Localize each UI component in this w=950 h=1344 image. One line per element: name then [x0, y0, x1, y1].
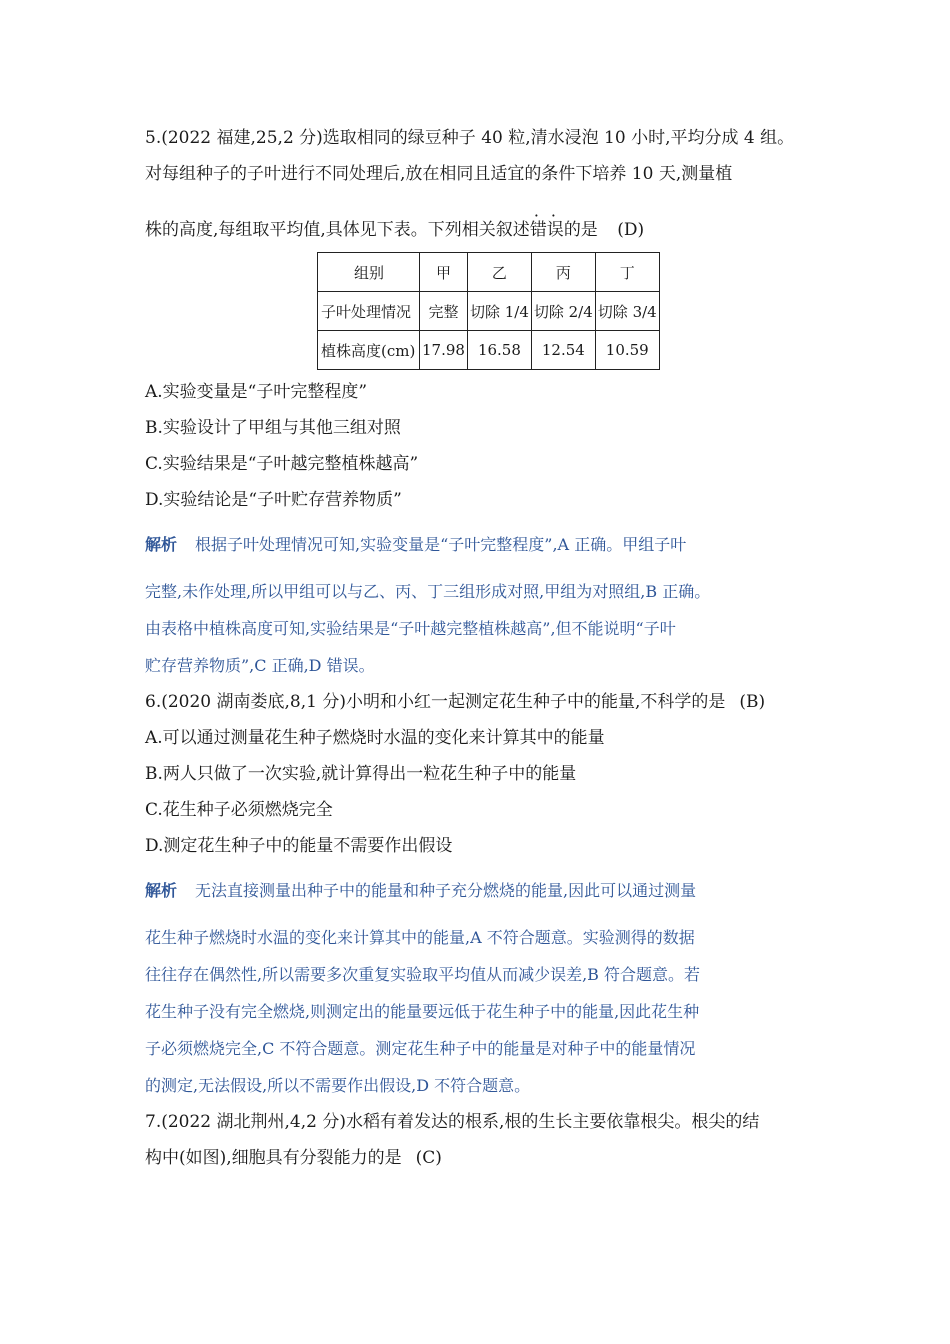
table-cell: 17.98: [420, 331, 468, 370]
data-table: [317, 252, 660, 370]
question-6-answer: (B): [739, 692, 766, 712]
question-5-line-3-text: 株的高度,每组取平均值,具体见下表。下列相关叙述: [145, 220, 530, 240]
table-header-cell: 乙: [467, 253, 531, 292]
question-5-line-1: 5.(2022 福建,25,2 分)选取相同的绿豆种子 40 粒,清水浸泡 10 小时,平均分成 4 组。: [145, 128, 795, 148]
table-header-cell: 丁: [595, 253, 659, 292]
analysis-line: 子必须燃烧完全,C 不符合题意。测定花生种子中的能量是对种子中的能量情况: [145, 1039, 696, 1058]
question-5-answer: (D): [617, 220, 645, 240]
analysis-line: 往往存在偶然性,所以需要多次重复实验取平均值从而减少误差,B 符合题意。若: [145, 965, 701, 984]
table-header-cell: 组别: [318, 253, 420, 292]
option-b: B.两人只做了一次实验,就计算得出一粒花生种子中的能量: [145, 764, 577, 784]
question-7: [145, 1104, 835, 1176]
question-5-line-3: [145, 206, 835, 248]
analysis-line: 解析 根据子叶处理情况可知,实验变量是“子叶完整程度”,A 正确。甲组子叶: [145, 535, 687, 554]
table-row: [318, 292, 660, 331]
table-cell: 子叶处理情况: [318, 292, 420, 331]
table-header-cell: 甲: [420, 253, 468, 292]
table-cell: 12.54: [531, 331, 595, 370]
question-7-answer: (C): [415, 1148, 442, 1168]
table-cell: 切除 2/4: [531, 292, 595, 331]
option-c: C.花生种子必须燃烧完全: [145, 800, 333, 820]
table-cell: 切除 1/4: [467, 292, 531, 331]
table-cell: 完整: [420, 292, 468, 331]
analysis-line: 完整,未作处理,所以甲组可以与乙、丙、丁三组形成对照,甲组为对照组,B 正确。: [145, 582, 711, 601]
table-cell: 切除 3/4: [595, 292, 659, 331]
analysis-label: 解析: [145, 881, 178, 900]
analysis-line: 花生种子没有完全燃烧,则测定出的能量要远低于花生种子中的能量,因此花生种: [145, 1002, 700, 1021]
analysis-line: 解析 无法直接测量出种子中的能量和种子充分燃烧的能量,因此可以通过测量: [145, 881, 697, 900]
option-a: A.可以通过测量花生种子燃烧时水温的变化来计算其中的能量: [145, 728, 605, 748]
question-5: [145, 120, 835, 684]
question-7-line-1: 7.(2022 湖北荆州,4,2 分)水稻有着发达的根系,根的生长主要依靠根尖。根尖的结: [145, 1112, 760, 1132]
option-b: B.实验设计了甲组与其他三组对照: [145, 418, 401, 438]
table-header-row: [318, 253, 660, 292]
analysis-line: 花生种子燃烧时水温的变化来计算其中的能量,A 不符合题意。实验测得的数据: [145, 928, 695, 947]
question-6: [145, 684, 835, 1104]
table-cell: 16.58: [467, 331, 531, 370]
question-7-line-2: 构中(如图),细胞具有分裂能力的是 (C): [145, 1140, 835, 1176]
analysis-label: 解析: [145, 535, 178, 554]
option-a: A.实验变量是“子叶完整程度”: [145, 382, 368, 402]
table-header-cell: 丙: [531, 253, 595, 292]
analysis-line: 由表格中植株高度可知,实验结果是“子叶越完整植株越高”,但不能说明“子叶: [145, 619, 676, 638]
question-5-line-3-tail: 的是: [563, 220, 598, 240]
emphasis-word: · · 错误: [529, 206, 564, 240]
analysis-line: 的测定,无法假设,所以不需要作出假设,D 不符合题意。: [145, 1076, 531, 1095]
table-row: [318, 331, 660, 370]
question-5-line-2: 对每组种子的子叶进行不同处理后,放在相同且适宜的条件下培养 10 天,测量植: [145, 164, 733, 184]
question-6-stem: 6.(2020 湖南娄底,8,1 分)小明和小红一起测定花生种子中的能量,不科学的是 (B): [145, 684, 835, 720]
analysis-line: 贮存营养物质”,C 正确,D 错误。: [145, 656, 375, 675]
table-cell: 10.59: [595, 331, 659, 370]
option-d: D.实验结论是“子叶贮存营养物质”: [145, 490, 402, 510]
option-d: D.测定花生种子中的能量不需要作出假设: [145, 836, 453, 856]
table-cell: 植株高度(cm): [318, 331, 420, 370]
analysis-block: [145, 526, 835, 684]
option-c: C.实验结果是“子叶越完整植株越高”: [145, 454, 419, 474]
analysis-block: [145, 872, 835, 1104]
document-page: [145, 120, 835, 1176]
